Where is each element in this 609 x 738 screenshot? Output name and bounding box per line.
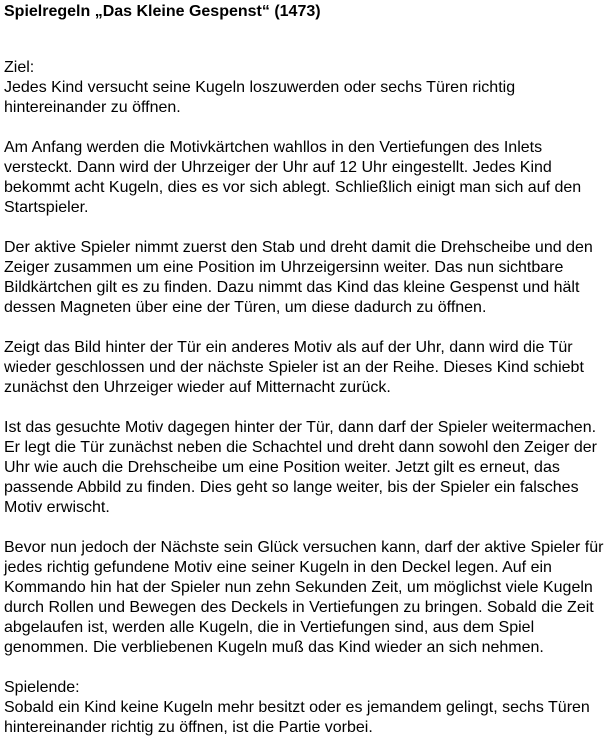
spacer bbox=[4, 218, 609, 238]
text-line: Bevor nun jedoch der Nächste sein Glück versuchen kann, darf der aktive Spieler für bbox=[4, 539, 604, 556]
paragraph-wrong-motif bbox=[4, 338, 609, 398]
text-line: Zeigt das Bild hinter der Tür ein anderes Motiv als auf der Uhr, dann wird die Tür bbox=[4, 339, 573, 356]
spacer bbox=[4, 318, 609, 338]
game-end-heading: Spielende: bbox=[4, 679, 80, 696]
spacer bbox=[4, 398, 609, 418]
text-line: bekommt acht Kugeln, dies es vor sich ablegt. Schließlich einigt man sich auf den bbox=[4, 179, 582, 196]
text-line: jedes richtig gefundene Motiv eine seiner Kugeln in den Deckel legen. Auf ein bbox=[4, 559, 552, 576]
spacer bbox=[4, 658, 609, 678]
text-line: abgelaufen ist, werden alle Kugeln, die in Vertiefungen sind, aus dem Spiel bbox=[4, 619, 535, 636]
text-line: versteckt. Dann wird der Uhrzeiger der Uhr auf 12 Uhr eingestellt. Jedes Kind bbox=[4, 159, 552, 176]
paragraph-right-motif bbox=[4, 418, 609, 518]
spacer bbox=[4, 118, 609, 138]
text-line: wieder geschlossen und der nächste Spieler ist an der Reihe. Dieses Kind schiebt bbox=[4, 359, 584, 376]
rules-document bbox=[4, 0, 609, 738]
text-line: genommen. Die verbliebenen Kugeln muß das Kind wieder an sich nehmen. bbox=[4, 639, 544, 656]
goal-section bbox=[4, 58, 609, 118]
spacer bbox=[4, 518, 609, 538]
paragraph-turn bbox=[4, 238, 609, 318]
text-line: hintereinander zu öffnen. bbox=[4, 99, 181, 116]
text-line: durch Rollen und Bewegen des Deckels in Vertiefungen zu bringen. Sobald die Zeit bbox=[4, 599, 594, 616]
game-end-section bbox=[4, 678, 609, 738]
text-line: Motiv erwischt. bbox=[4, 499, 110, 516]
document-title: Spielregeln „Das Kleine Gespenst“ (1473) bbox=[4, 3, 321, 20]
text-line: Er legt die Tür zunächst neben die Schachtel und dreht dann sowohl den Zeiger der bbox=[4, 439, 597, 456]
text-line: zunächst den Uhrzeiger wieder auf Mitternacht zurück. bbox=[4, 379, 391, 396]
text-line: hintereinander richtig zu öffnen, ist die Partie vorbei. bbox=[4, 719, 373, 736]
text-line: Startspieler. bbox=[4, 199, 89, 216]
text-line: Jedes Kind versucht seine Kugeln loszuwerden oder sechs Türen richtig bbox=[4, 79, 516, 96]
text-line: Am Anfang werden die Motivkärtchen wahllos in den Vertiefungen des Inlets bbox=[4, 139, 543, 156]
text-line: Der aktive Spieler nimmt zuerst den Stab und dreht damit die Drehscheibe und den bbox=[4, 239, 593, 256]
text-line: Uhr wie auch die Drehscheibe um eine Position weiter. Jetzt gilt es erneut, das bbox=[4, 459, 560, 476]
spacer bbox=[4, 22, 609, 58]
text-line: Bildkärtchen gilt es zu finden. Dazu nimmt das Kind das kleine Gespenst und hält bbox=[4, 279, 580, 296]
text-line: Sobald ein Kind keine Kugeln mehr besitzt oder es jemandem gelingt, sechs Türen bbox=[4, 699, 590, 716]
text-line: Kommando hin hat der Spieler nun zehn Sekunden Zeit, um möglichst viele Kugeln bbox=[4, 579, 593, 596]
paragraph-balls bbox=[4, 538, 609, 658]
paragraph-setup bbox=[4, 138, 609, 218]
text-line: Ist das gesuchte Motiv dagegen hinter der Tür, dann darf der Spieler weitermachen. bbox=[4, 419, 597, 436]
text-line: passende Abbild zu finden. Dies geht so lange weiter, bis der Spieler ein falsches bbox=[4, 479, 579, 496]
text-line: Zeiger zusammen um eine Position im Uhrzeigersinn weiter. Das nun sichtbare bbox=[4, 259, 564, 276]
text-line: dessen Magneten über eine der Türen, um diese dadurch zu öffnen. bbox=[4, 299, 487, 316]
goal-heading: Ziel: bbox=[4, 59, 35, 76]
